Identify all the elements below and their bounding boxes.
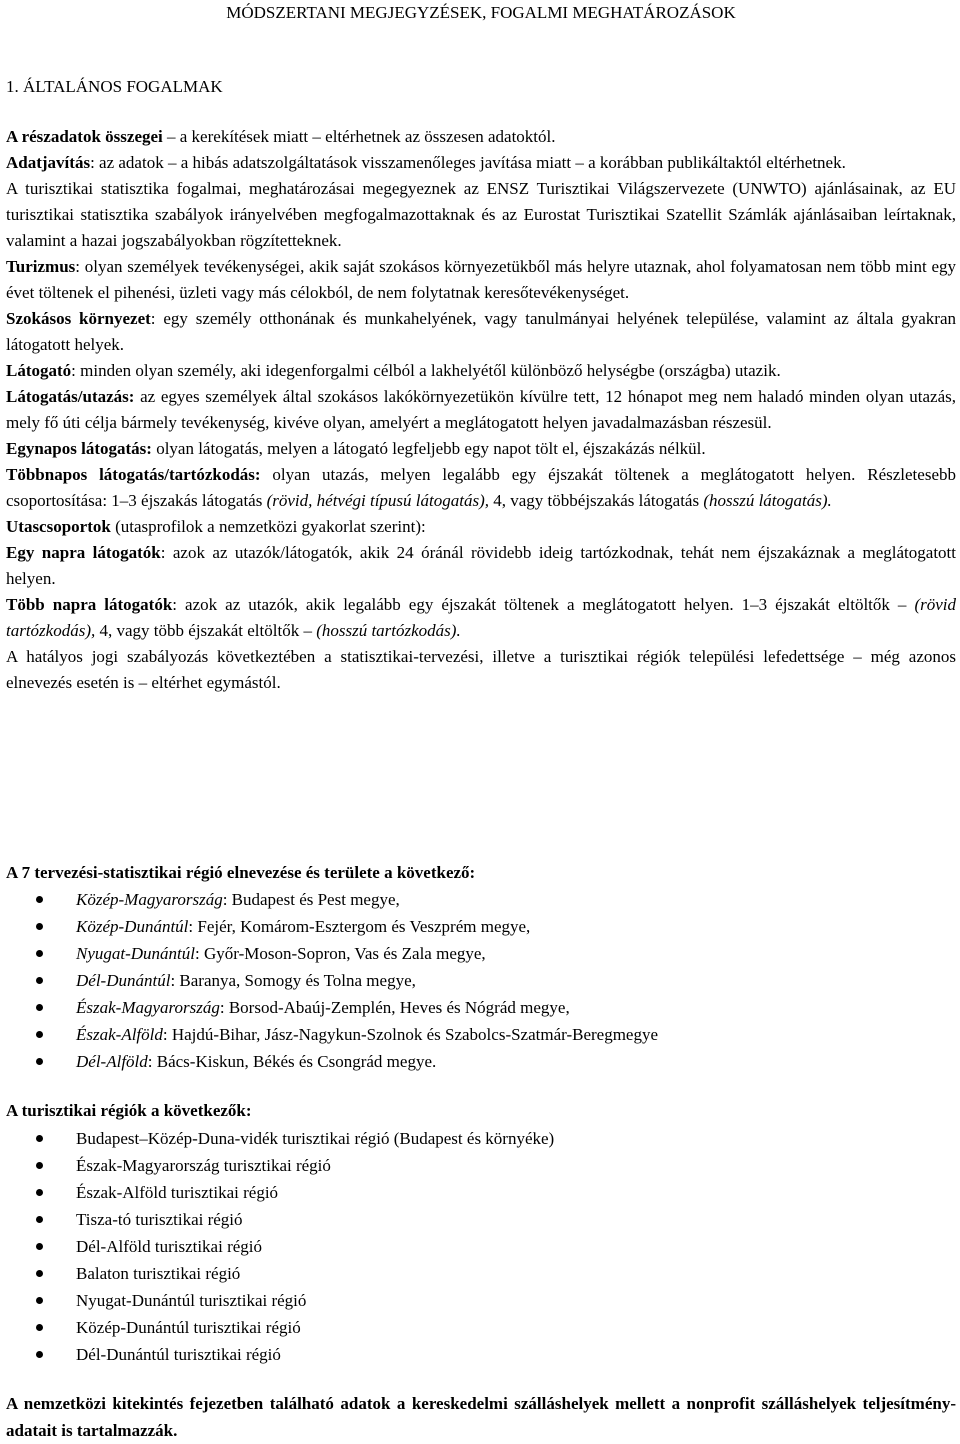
page-title: MÓDSZERTANI MEGJEGYZÉSEK, FOGALMI MEGHATÁROZÁSOK <box>226 3 736 22</box>
list-item <box>6 1341 956 1368</box>
term-egynapos: Egynapos látogatás: <box>6 439 152 458</box>
paragraph-latogato <box>6 358 956 384</box>
definition-text: az egyes személyek által szokásos lakókörnyezetükön kívülre tett, 12 hónapot meg nem haladó minden olyan utazás, mely fő úti célja bármely tevékenység, kivéve olyan, amelyért a meglátogatott helyen javadalmazásban részesül. <box>6 387 956 432</box>
region-area: : Győr-Moson-Sopron, Vas és Zala megye, <box>195 944 486 963</box>
definition-text: 4, vagy többéjszakás látogatás <box>489 491 704 510</box>
region-area: : Baranya, Somogy és Tolna megye, <box>170 971 416 990</box>
list-item <box>6 1233 956 1260</box>
italic-note: (rövid tartózkodás), <box>6 595 957 640</box>
definition-text: : azok az utazók, akik legalább egy éjszakát töltenek a meglátogatott helyen. 1–3 éjszakát eltöltők – <box>172 595 915 614</box>
region-name: Észak-Alföld <box>76 1025 163 1044</box>
tourist-region-name: Nyugat-Dunántúl turisztikai régió <box>76 1291 307 1310</box>
region-name: Dél-Alföld <box>76 1052 148 1071</box>
tourist-region-name: Dél-Dunántúl turisztikai régió <box>76 1345 281 1364</box>
italic-note: (hosszú látogatás). <box>703 491 832 510</box>
paragraph-turizmus <box>6 254 956 306</box>
bullet-icon <box>36 1031 43 1038</box>
closing-note: A nemzetközi kitekintés fejezetben található adatok a kereskedelmi szálláshelyek mellett a nonprofit szálláshelyek teljesítmény-adatait is tartalmazzák. <box>6 1394 956 1440</box>
bullet-icon <box>36 1324 43 1331</box>
definition-text: : egy személy otthonának és munkahelyének, vagy tanulmányai helyének települése, valamint az általa gyakran látogatott helyek. <box>6 309 956 354</box>
bullet-icon <box>36 1189 43 1196</box>
list-item <box>6 1125 956 1152</box>
tourist-region-name: Balaton turisztikai régió <box>76 1264 241 1283</box>
paragraph-egy-napra <box>6 540 956 592</box>
regions-heading: A 7 tervezési-statisztikai régió elnevezése és területe a következő: <box>6 863 476 882</box>
region-area: : Fejér, Komárom-Esztergom és Veszprém megye, <box>188 917 531 936</box>
list-item <box>6 1152 956 1179</box>
region-name: Dél-Dunántúl <box>76 971 171 990</box>
term-utascsoportok: Utascsoportok <box>6 517 111 536</box>
list-item <box>6 1206 956 1233</box>
tourist-region-name: Tisza-tó turisztikai régió <box>76 1210 243 1229</box>
term-szokasos-kornyezet: Szokásos környezet <box>6 309 151 328</box>
list-item <box>6 886 956 913</box>
bullet-icon <box>36 950 43 957</box>
paragraph-unwto: A turisztikai statisztika fogalmai, meghatározásai megegyeznek az ENSZ Turisztikai Világszervezete (UNWTO) ajánlásainak, az EU turisztikai statisztika szabályok irányelvében megfogalmazottaknak és az Eurostat Turisztikai Szatellit Számlák ajánlásaiban leírtaknak, valamint a hazai jogszabályokban rögzítetteknek. <box>6 179 956 250</box>
list-item <box>6 1021 956 1048</box>
paragraph-szokasos-kornyezet <box>6 306 956 358</box>
term-adatjavitas: Adatjavítás <box>6 153 91 172</box>
bullet-icon <box>36 1270 43 1277</box>
bullet-icon <box>36 923 43 930</box>
list-item <box>6 1048 956 1075</box>
region-name: Nyugat-Dunántúl <box>76 944 195 963</box>
region-name: Közép-Magyarország <box>76 890 223 909</box>
definition-text: olyan látogatás, melyen a látogató legfeljebb egy napot tölt el, éjszakázás nélkül. <box>151 439 706 458</box>
term-latogato: Látogató <box>6 361 72 380</box>
italic-note: (hosszú tartózkodás). <box>316 621 461 640</box>
region-area: : Bács-Kiskun, Békés és Csongrád megye. <box>147 1052 437 1071</box>
list-item <box>6 940 956 967</box>
tourist-region-name: Észak-Alföld turisztikai régió <box>76 1183 279 1202</box>
region-area: : Budapest és Pest megye, <box>222 890 400 909</box>
italic-note: (rövid, hétvégi típusú látogatás), <box>266 491 489 510</box>
paragraph-hatalyos: A hatályos jogi szabályozás következtében a statisztikai-tervezési, illetve a turisztikai régiók települési lefedettsége – még azonos elnevezés esetén is – eltérhet egymástól. <box>6 647 956 692</box>
definition-text: olyan utazás, melyen legalább egy éjszakát töltenek a meglátogatott helyen. Részletesebb csoportosítása: 1–3 éjszakás látogatás <box>6 465 956 510</box>
tourist-region-name: Budapest–Közép-Duna-vidék turisztikai régió (Budapest és környéke) <box>76 1129 555 1148</box>
paragraph-tobb-napra <box>6 592 956 644</box>
list-item <box>6 913 956 940</box>
region-name: Észak-Magyarország <box>76 998 220 1017</box>
definition-text: : az adatok – a hibás adatszolgáltatások visszamenőleges javítása miatt – a korábban publikáltaktól eltérhetnek. <box>90 153 846 172</box>
region-area: : Borsod-Abaúj-Zemplén, Heves és Nógrád megye, <box>219 998 570 1017</box>
bullet-icon <box>36 977 43 984</box>
tourist-regions-list <box>6 1125 956 1368</box>
paragraph-tobbnapos <box>6 462 956 514</box>
definition-text: – a kerekítések miatt – eltérhetnek az összesen adatoktól. <box>162 127 556 146</box>
term-reszadatok: A részadatok összegei <box>6 127 163 146</box>
definition-text: : azok az utazók/látogatók, akik 24 óránál rövidebb ideig tartózkodnak, tehát nem éjszakáznak a meglátogatott helyen. <box>6 543 956 588</box>
tourist-region-name: Észak-Magyarország turisztikai régió <box>76 1156 331 1175</box>
term-tobb-napra: Több napra látogatók <box>6 595 173 614</box>
bullet-icon <box>36 1135 43 1142</box>
paragraph-egynapos <box>6 436 956 462</box>
list-item <box>6 1179 956 1206</box>
list-item <box>6 994 956 1021</box>
paragraph-adatjavitas <box>6 150 956 176</box>
bullet-icon <box>36 1297 43 1304</box>
definitions-body <box>6 124 956 696</box>
definition-text: (utasprofilok a nemzetközi gyakorlat szerint): <box>110 517 426 536</box>
list-item <box>6 1260 956 1287</box>
bullet-icon <box>36 1162 43 1169</box>
tourist-region-name: Dél-Alföld turisztikai régió <box>76 1237 263 1256</box>
bullet-icon <box>36 1351 43 1358</box>
list-item <box>6 1314 956 1341</box>
bullet-icon <box>36 1243 43 1250</box>
bullet-icon <box>36 896 43 903</box>
planning-regions-list <box>6 886 956 1075</box>
section-heading-general: 1. ÁLTALÁNOS FOGALMAK <box>6 77 223 96</box>
bullet-icon <box>36 1216 43 1223</box>
paragraph-reszadatok <box>6 124 956 150</box>
bullet-icon <box>36 1004 43 1011</box>
list-item <box>6 1287 956 1314</box>
term-latogatas: Látogatás/utazás: <box>6 387 135 406</box>
tourist-region-name: Közép-Dunántúl turisztikai régió <box>76 1318 301 1337</box>
region-area: : Hajdú-Bihar, Jász-Nagykun-Szolnok és Szabolcs-Szatmár-Beregmegye <box>162 1025 659 1044</box>
bullet-icon <box>36 1058 43 1065</box>
term-tobbnapos: Többnapos látogatás/tartózkodás: <box>6 465 261 484</box>
term-turizmus: Turizmus <box>6 257 76 276</box>
paragraph-utascsoportok <box>6 514 956 540</box>
paragraph-latogatas <box>6 384 956 436</box>
definition-text: : minden olyan személy, aki idegenforgalmi célból a lakhelyétől különböző helységbe (országba) utazik. <box>71 361 781 380</box>
definition-text: : olyan személyek tevékenységei, akik saját szokásos környezetükből más helyre utaznak, ahol folyamatosan nem több mint egy évet töltenek el pihenési, üzleti vagy más célokból, de nem folytatnak keresőtevékenységet. <box>6 257 956 302</box>
tourist-regions-heading: A turisztikai régiók a következők: <box>6 1101 252 1120</box>
list-item <box>6 967 956 994</box>
definition-text: 4, vagy több éjszakát eltöltők – <box>95 621 317 640</box>
region-name: Közép-Dunántúl <box>76 917 189 936</box>
term-egy-napra: Egy napra látogatók <box>6 543 161 562</box>
